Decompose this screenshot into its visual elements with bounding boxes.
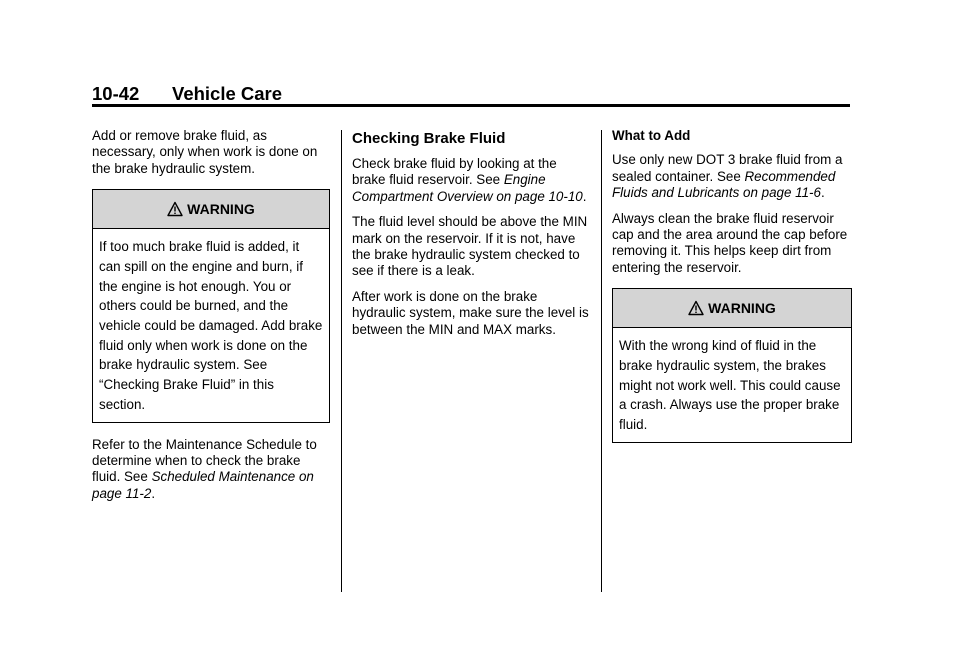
column-divider [601,130,602,592]
check-text: Check brake fluid by looking at the brake fluid reservoir. See [352,156,557,188]
maintenance-text: Refer to the Maintenance Schedule to determine when to check the brake fluid. See [92,436,317,485]
maintenance-reference[interactable]: Scheduled Maintenance on page 11-2 [92,469,314,501]
engine-compartment-reference[interactable]: Engine Compartment Overview on page 10-10 [352,172,583,204]
warning-title: WARNING [187,201,255,218]
warning-triangle-icon [167,201,183,217]
warning-header [613,289,851,328]
warning-box [92,189,330,422]
clean-cap-paragraph: Always clean the brake fluid reservoir cap and the area around the cap before removing it. This helps keep dirt from entering the reservoir. [612,210,848,275]
dot3-paragraph [612,152,852,201]
maintenance-end: . [151,485,156,501]
header-rule [92,104,850,107]
recommended-fluids-reference[interactable]: Recommended Fluids and Lubricants on page 11-6 [612,168,836,201]
after-work-paragraph: After work is done on the brake hydraulic system, make sure the level is between the MIN and MAX marks. [352,288,589,337]
what-to-add-heading: What to Add [612,128,691,143]
check-paragraph [352,156,592,205]
column-3 [612,128,852,457]
warning-triangle-icon [688,300,704,316]
fluid-level-paragraph: The fluid level should be above the MIN mark on the reservoir. If it is not, have the brake hydraulic system checked to see if there is a leak. [352,214,588,279]
dot3-text: Use only new DOT 3 brake fluid from a sealed container. See [612,152,843,184]
page-number: 10-42 [92,83,140,104]
warning-box [612,288,852,443]
column-1 [92,128,330,511]
warning-body: If too much brake fluid is added, it can spill on the engine and burn, if the engine is hot enough. You or others could be burned, and the vehicle could be damaged. Add brake fluid only when work is done on the brake hydraulic system. See “Checking Brake Fluid” in this section. [99,239,323,412]
column-2 [352,128,592,347]
maintenance-paragraph [92,437,330,503]
section-title: Vehicle Care [172,83,283,104]
column-divider [341,130,342,592]
warning-header [93,190,329,229]
section-heading: Checking Brake Fluid [352,130,506,147]
check-end: . [582,188,587,204]
dot3-end: . [820,185,825,201]
warning-title: WARNING [708,300,776,317]
warning-body: With the wrong kind of fluid in the brake hydraulic system, the brakes might not work well. This could cause a crash. Always use the proper brake fluid. [619,338,841,433]
intro-paragraph: Add or remove brake fluid, as necessary, only when work is done on the brake hydraulic system. [92,128,318,176]
